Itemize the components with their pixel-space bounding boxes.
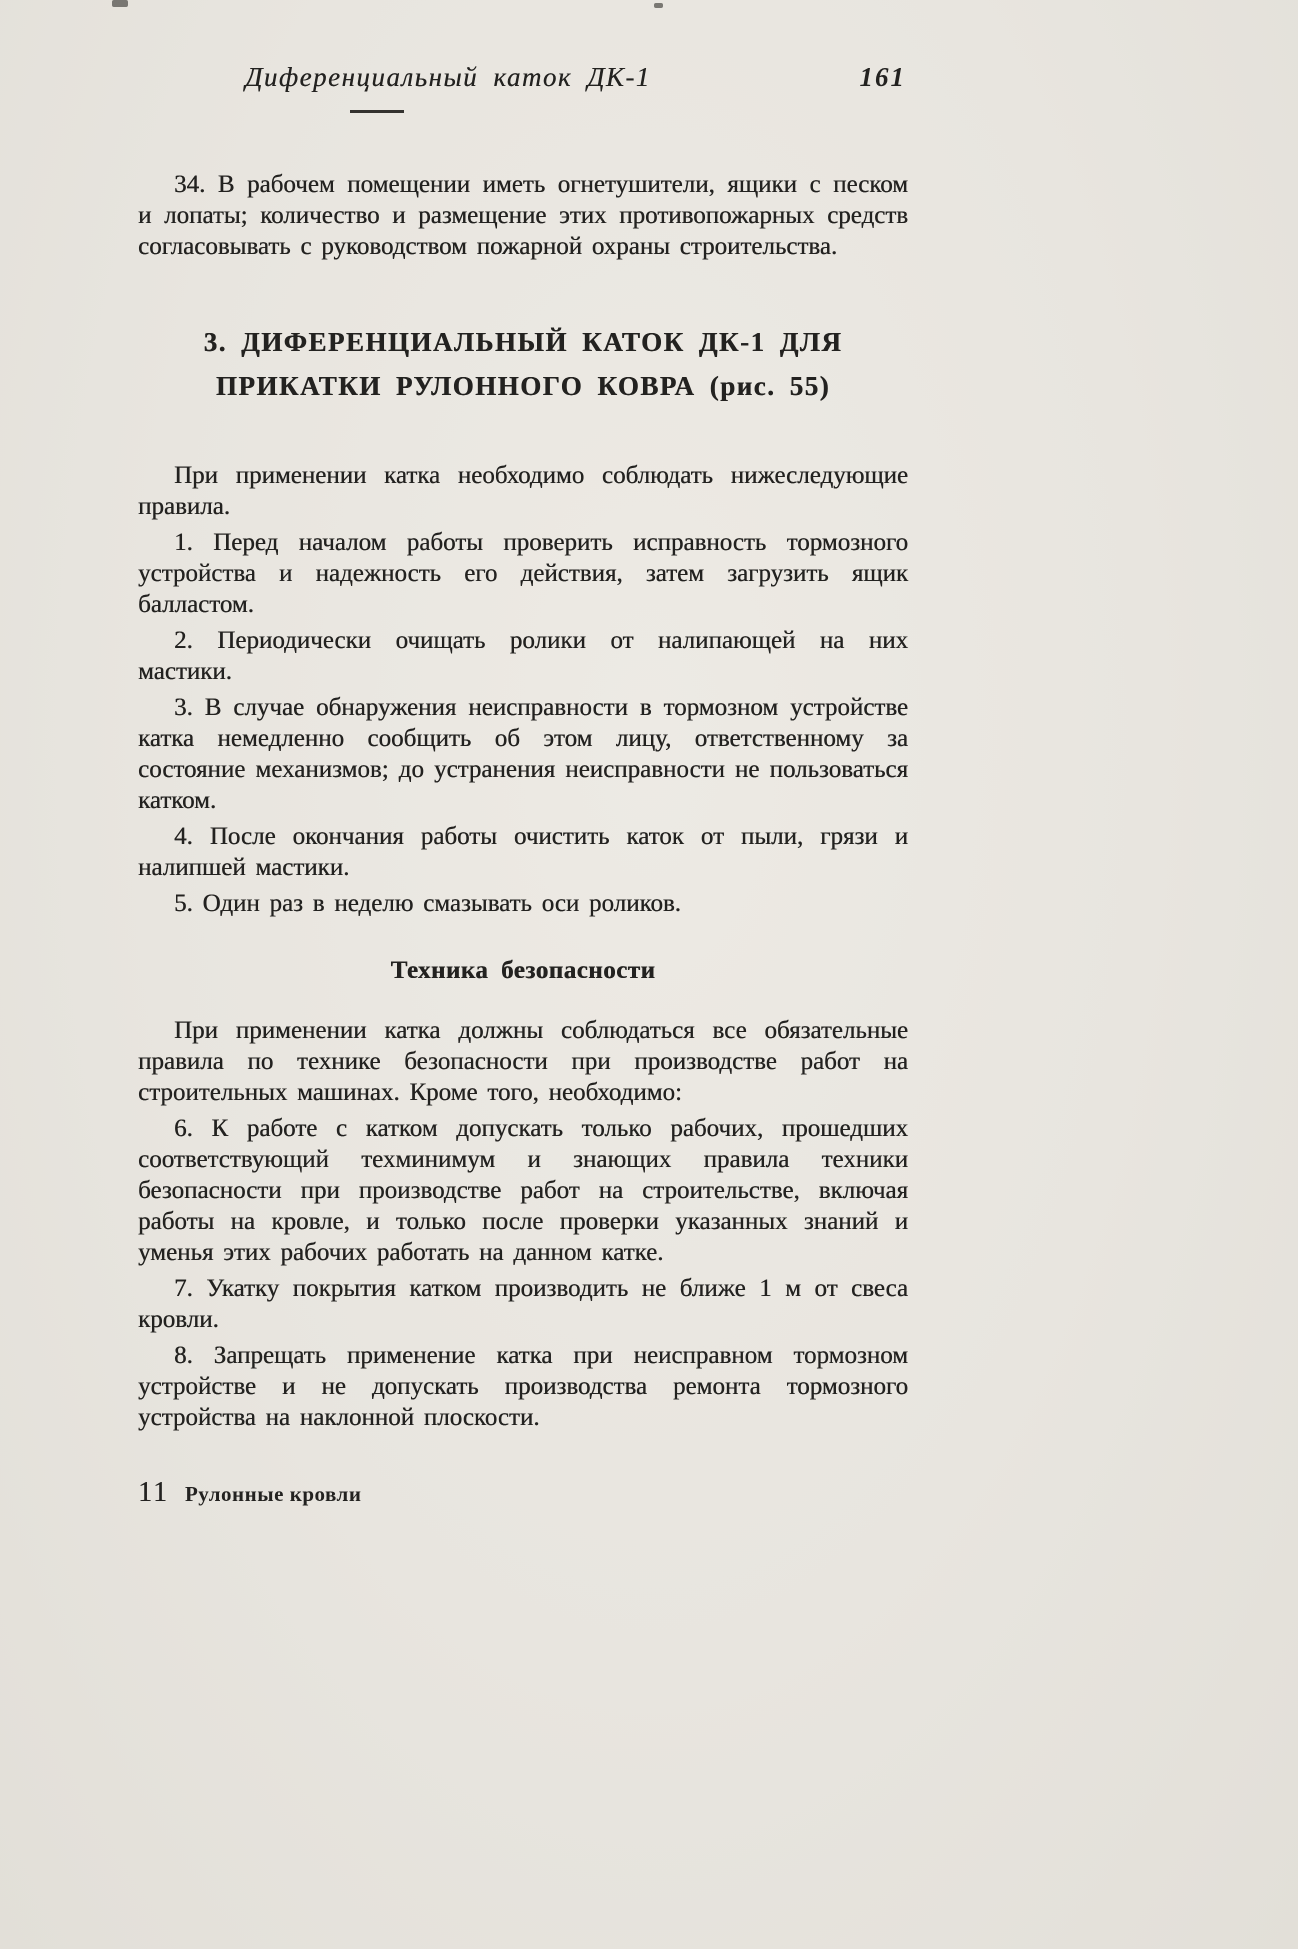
section-heading: 3. ДИФЕРЕНЦИАЛЬНЫЙ КАТОК ДК-1 ДЛЯ ПРИКАТКИ РУЛОННОГО КОВРА (рис. 55) bbox=[203, 327, 843, 401]
safety-intro-paragraph: При применении катка должны соблюдаться все обязательные правила по технике безопасности при производстве работ на строительных машинах. Кроме того, необходимо: bbox=[138, 1017, 908, 1106]
text-block bbox=[138, 62, 908, 1509]
footer-label: Рулонные кровли bbox=[184, 1482, 362, 1506]
scan-artifact bbox=[654, 3, 663, 8]
scan-artifact bbox=[112, 0, 128, 7]
page-footer bbox=[138, 1477, 908, 1509]
running-title: Диференциальный каток ДК-1 bbox=[245, 62, 651, 92]
signature-number: 11 bbox=[138, 1477, 169, 1508]
rules-intro-paragraph: При применении катка необходимо соблюдать нижеследующие правила. bbox=[138, 462, 908, 520]
rule-paragraph-2: 2. Периодически очищать ролики от налипающей на них мастики. bbox=[138, 627, 908, 685]
rule-paragraph-1: 1. Перед началом работы проверить исправность тормозного устройства и надежность его действия, затем загрузить ящик балластом. bbox=[138, 529, 908, 618]
rule-paragraph-4: 4. После окончания работы очистить каток от пыли, грязи и налипшей мастики. bbox=[138, 823, 908, 881]
safety-paragraph-8: 8. Запрещать применение катка при неисправном тормозном устройстве и не допускать производства ремонта тормозного устройства на наклонной плоскости. bbox=[138, 1342, 908, 1431]
rule-paragraph-3: 3. В случае обнаружения неисправности в тормозном устройстве катка немедленно сообщить об этом лицу, ответственному за состояние механизмов; до устранения неисправности не пользоваться катком. bbox=[138, 694, 908, 814]
paragraph-34: 34. В рабочем помещении иметь огнетушители, ящики с песком и лопаты; количество и размещение этих противопожарных средств согласовывать с руководством пожарной охраны строительства. bbox=[138, 171, 908, 260]
safety-heading: Техника безопасности bbox=[390, 957, 656, 984]
safety-paragraph-7: 7. Укатку покрытия катком производить не ближе 1 м от свеса кровли. bbox=[138, 1275, 908, 1333]
safety-paragraph-6: 6. К работе с катком допускать только рабочих, прошедших соответствующий техминимум и знающих правила техники безопасности при производстве работ на строительстве, включая работы на кровле, и только после проверки указанных знаний и уменья этих рабочих работать на данном катке. bbox=[138, 1115, 908, 1266]
header-rule bbox=[350, 110, 404, 113]
running-header bbox=[138, 62, 908, 100]
rule-paragraph-5: 5. Один раз в неделю смазывать оси роликов. bbox=[174, 890, 681, 917]
safety-list bbox=[138, 1015, 908, 1433]
rules-list bbox=[138, 460, 908, 919]
page-number: 161 bbox=[859, 62, 906, 92]
